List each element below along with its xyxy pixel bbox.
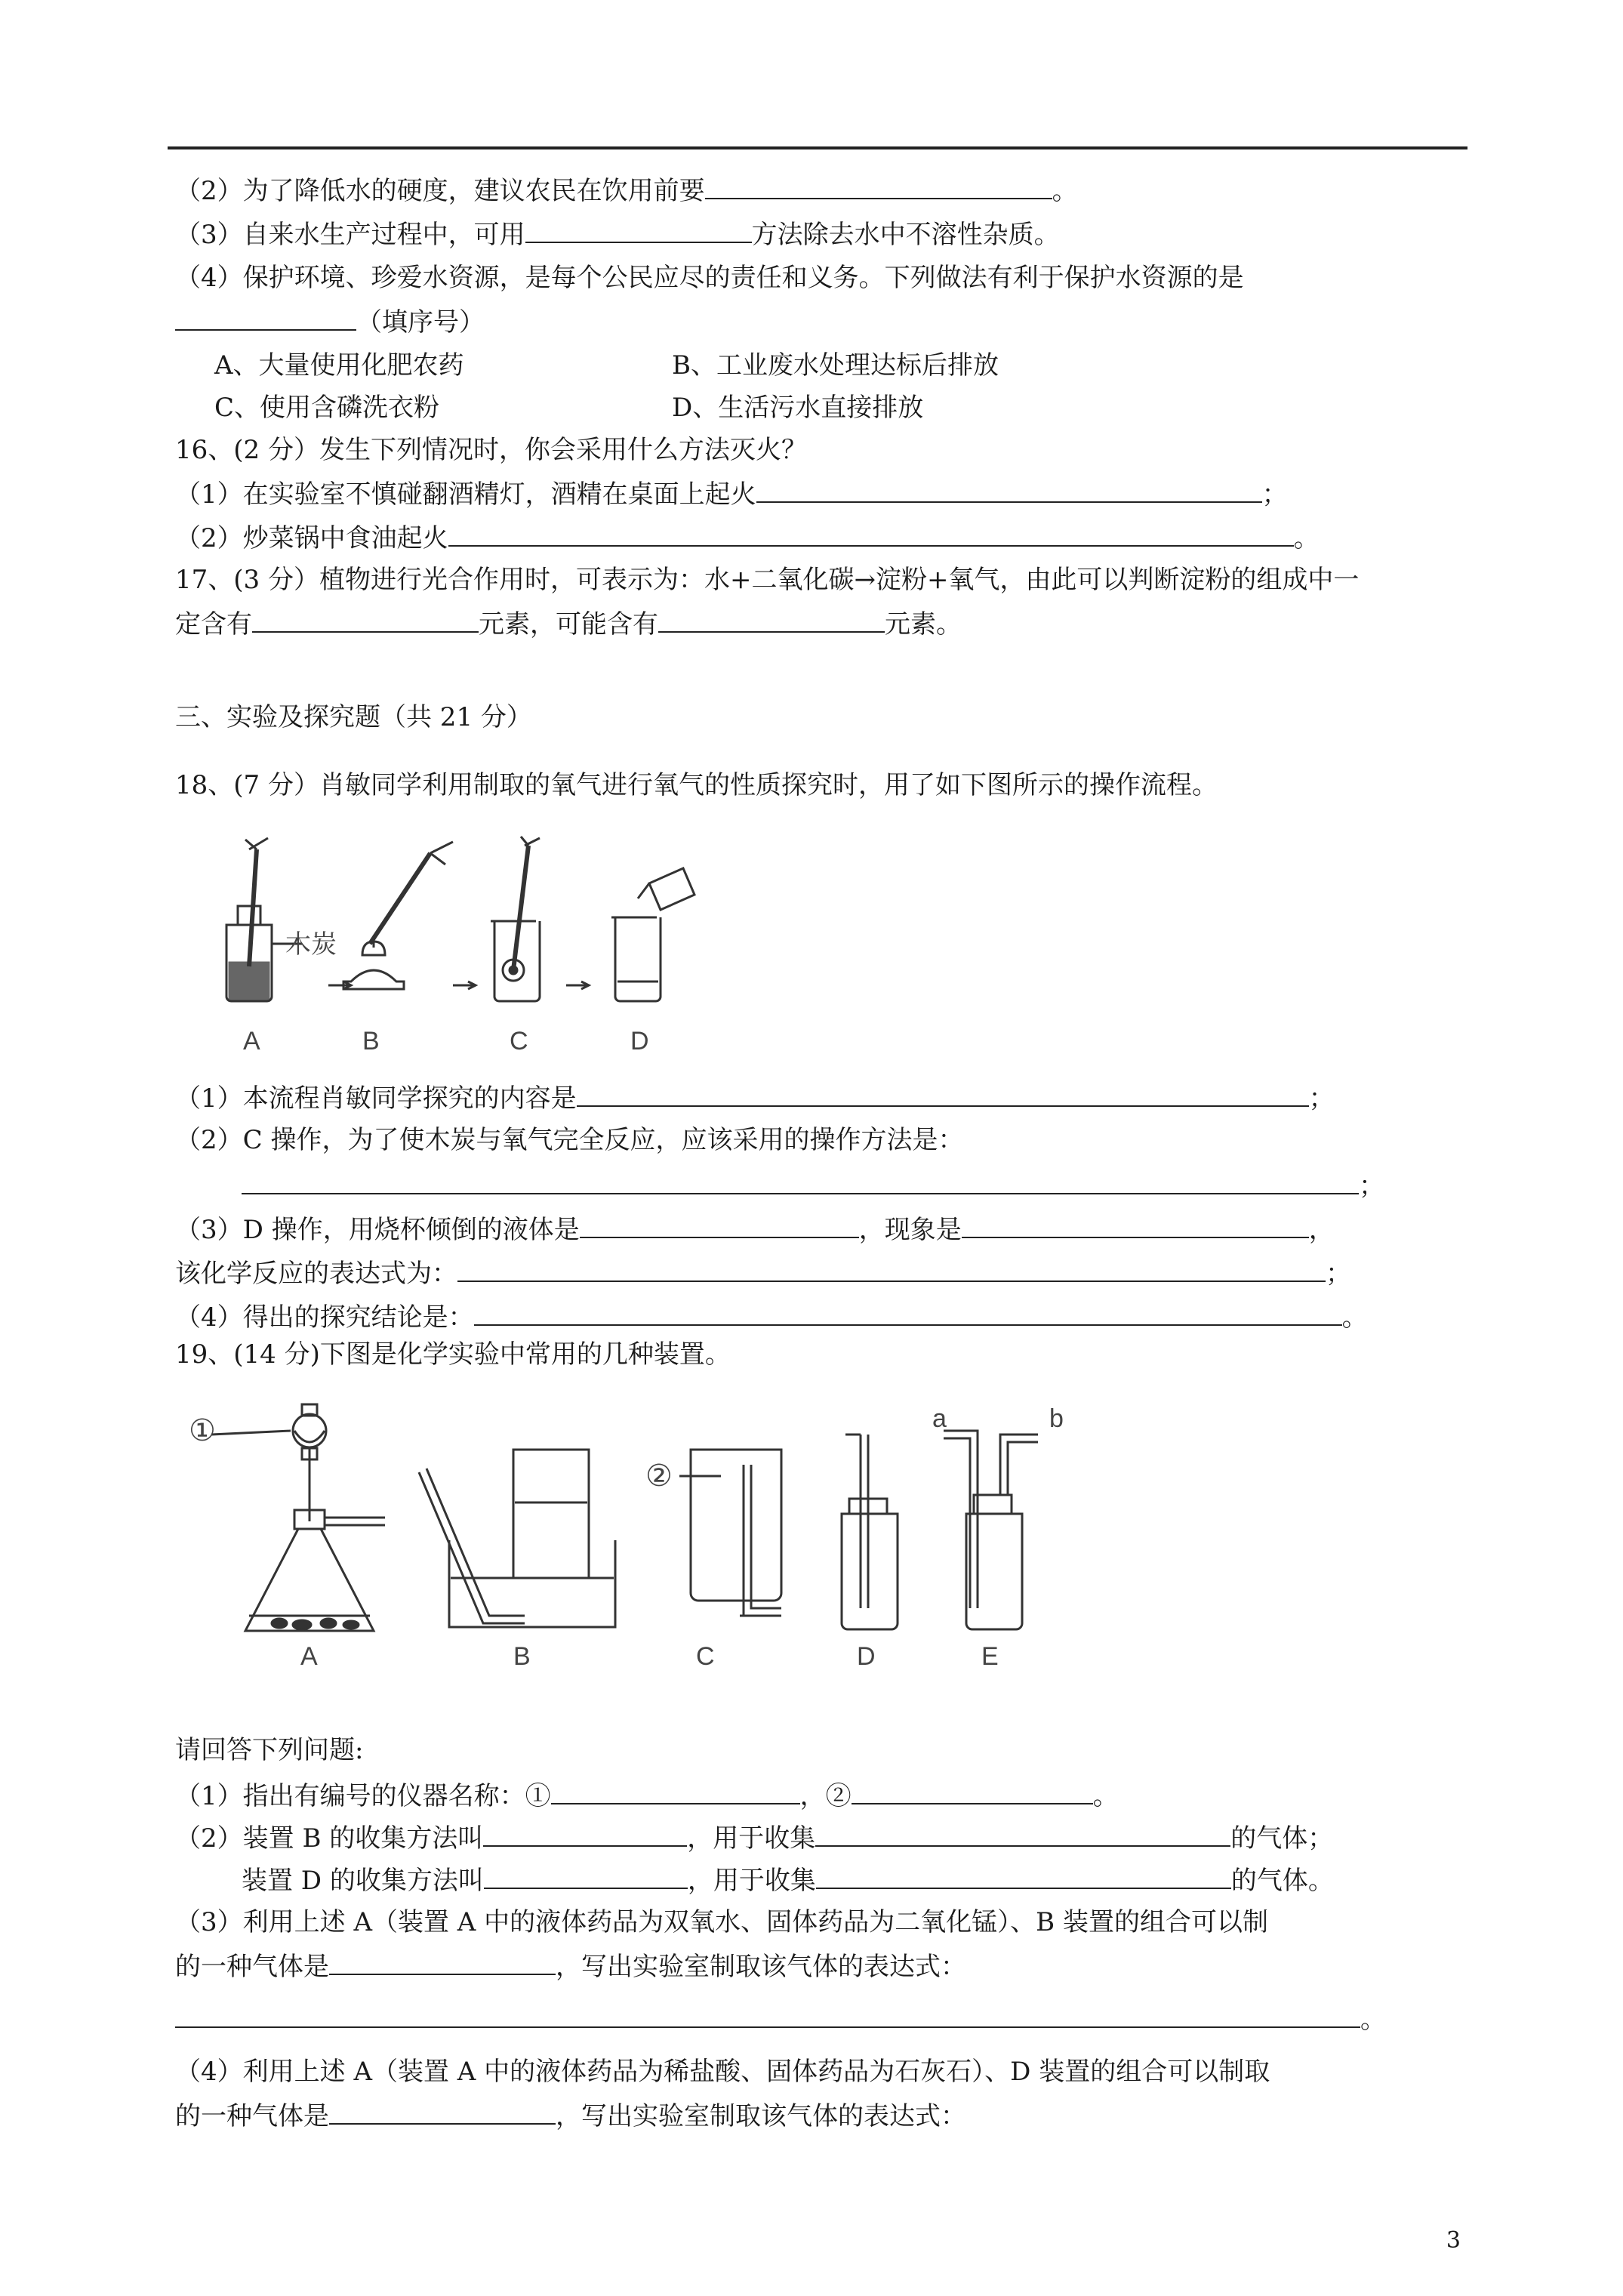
answer-blank[interactable]: [815, 1820, 1230, 1847]
answer-blank[interactable]: [962, 1211, 1309, 1238]
q18-part3: （3）D 操作，用烧杯倾倒的液体是 ，现象是 ，: [175, 1211, 1335, 1248]
answer-blank[interactable]: [484, 1862, 688, 1889]
q18-stem: 18、(7 分）肖敏同学利用制取的氧气进行氧气的性质探究时，用了如下图所示的操作流程。: [175, 770, 1218, 800]
q17-stem: 17、(3 分）植物进行光合作用时，可表示为：水+二氧化碳→淀粉+氧气，由此可以判断淀粉的组成中一: [175, 565, 1360, 595]
label-e: E: [981, 1642, 999, 1671]
answer-blank[interactable]: [705, 172, 1052, 199]
answer-blank[interactable]: [580, 1211, 859, 1238]
answer-blank[interactable]: [329, 2097, 556, 2125]
page-number: 3: [1446, 2227, 1461, 2254]
q19-part1: （1）指出有编号的仪器名称：① ，② 。: [175, 1777, 1119, 1814]
label-c: C: [510, 1027, 528, 1056]
answer-blank[interactable]: [329, 1948, 556, 1975]
bottle-d-icon: [611, 868, 694, 1001]
answer-blank[interactable]: [457, 1255, 1326, 1282]
collection-jar-c-icon: [679, 1450, 781, 1616]
conical-flask-icon: [211, 1404, 385, 1631]
q19-part2: （2）装置 B 的收集方法叫 ，用于收集 的气体；: [175, 1820, 1333, 1857]
header-rule: [168, 146, 1467, 149]
q15-part4: （4）保护环境、珍爱水资源，是每个公民应尽的责任和义务。下列做法有利于保护水资源的是: [175, 263, 1244, 293]
section-title: 三、实验及探究题（共 21 分）: [175, 702, 532, 732]
q18-part3-line2: 该化学反应的表达式为： ；: [175, 1255, 1351, 1292]
label-c: C: [696, 1642, 715, 1671]
q18-part4: （4）得出的探究结论是： 。: [175, 1299, 1368, 1336]
label-d: D: [857, 1642, 876, 1671]
q19-part4: （4）利用上述 A（装置 A 中的液体药品为稀盐酸、固体药品为石灰石）、D 装置的组合可以制取: [175, 2057, 1270, 2087]
q19-part3-line2: 的一种气体是 ，写出实验室制取该气体的表达式：: [175, 1948, 966, 1985]
label-b: B: [513, 1642, 531, 1671]
option-d: D、生活污水直接排放: [672, 393, 924, 423]
q18-figure: [204, 831, 808, 1057]
q16-part1: （1）在实验室不慎碰翻酒精灯，酒精在桌面上起火 ；: [175, 476, 1288, 513]
answer-blank[interactable]: [816, 1862, 1231, 1889]
q16-stem: 16、(2 分）发生下列情况时，你会采用什么方法灭火？: [175, 435, 807, 465]
q16-part2: （2）炒菜锅中食油起火 。: [175, 519, 1320, 556]
answer-blank[interactable]: [242, 1167, 1359, 1194]
charcoal-label: 木炭: [285, 930, 337, 959]
answer-blank[interactable]: [525, 216, 752, 243]
answer-blank[interactable]: [175, 304, 356, 331]
q15-part2: （2）为了降低水的硬度，建议农民在饮用前要 。: [175, 172, 1078, 209]
answer-blank[interactable]: [252, 606, 479, 633]
label-d: D: [630, 1027, 649, 1056]
q19-figure: [189, 1389, 1140, 1676]
q18-part2: （2）C 操作，为了使木炭与氧气完全反应，应该采用的操作方法是：: [175, 1125, 964, 1155]
answer-blank[interactable]: [852, 1777, 1093, 1804]
q19-part4-line2: 的一种气体是 ，写出实验室制取该气体的表达式：: [175, 2097, 966, 2134]
water-trough-icon: [419, 1450, 615, 1627]
answer-blank[interactable]: [551, 1777, 800, 1804]
q19-part3-line3: 。: [175, 2001, 1386, 2038]
answer-blank[interactable]: [577, 1080, 1309, 1107]
option-b: B、工业废水处理达标后排放: [672, 350, 999, 381]
bottle-c-icon: [491, 837, 540, 1001]
label-b: B: [362, 1027, 380, 1056]
q19-stem: 19、(14 分)下图是化学实验中常用的几种装置。: [175, 1339, 731, 1370]
gas-wash-bottle-e-icon: [944, 1431, 1038, 1629]
q18-part2-line2: ；: [242, 1167, 1384, 1204]
port-b-label: b: [1049, 1404, 1064, 1433]
q17-line2: 定含有 元素，可能含有 元素。: [175, 606, 962, 643]
port-a-label: a: [932, 1404, 947, 1433]
label-a: A: [300, 1642, 318, 1671]
marker-1: ①: [189, 1414, 216, 1447]
answer-blank[interactable]: [756, 476, 1262, 503]
arrow-icon: [453, 982, 476, 989]
collection-bottle-d-icon: [842, 1435, 898, 1629]
q19-prompt: 请回答下列问题:: [175, 1735, 364, 1765]
option-c: C、使用含磷洗衣粉: [214, 393, 440, 423]
q15-part3: （3）自来水生产过程中，可用 方法除去水中不溶性杂质。: [175, 216, 1060, 253]
answer-blank[interactable]: [483, 1820, 687, 1847]
label-a: A: [243, 1027, 260, 1056]
answer-blank[interactable]: [175, 2001, 1360, 2028]
q18-part1: （1）本流程肖敏同学探究的内容是 ；: [175, 1080, 1335, 1117]
bottle-a-icon: [226, 838, 302, 1001]
answer-blank[interactable]: [658, 606, 885, 633]
alcohol-lamp-icon: [343, 842, 453, 989]
arrow-icon: [566, 982, 589, 989]
arrow-icon: [328, 982, 351, 989]
option-a: A、大量使用化肥农药: [214, 350, 464, 381]
q15-part4-line2: （填序号）: [175, 304, 485, 341]
answer-blank[interactable]: [448, 519, 1294, 547]
answer-blank[interactable]: [474, 1299, 1342, 1326]
q19-part3: （3）利用上述 A（装置 A 中的液体药品为双氧水、固体药品为二氧化锰）、B 装置的组合可以制: [175, 1907, 1268, 1937]
q19-part2-line2: 装置 D 的收集方法叫 ，用于收集 的气体。: [242, 1862, 1334, 1899]
marker-2: ②: [645, 1459, 673, 1493]
